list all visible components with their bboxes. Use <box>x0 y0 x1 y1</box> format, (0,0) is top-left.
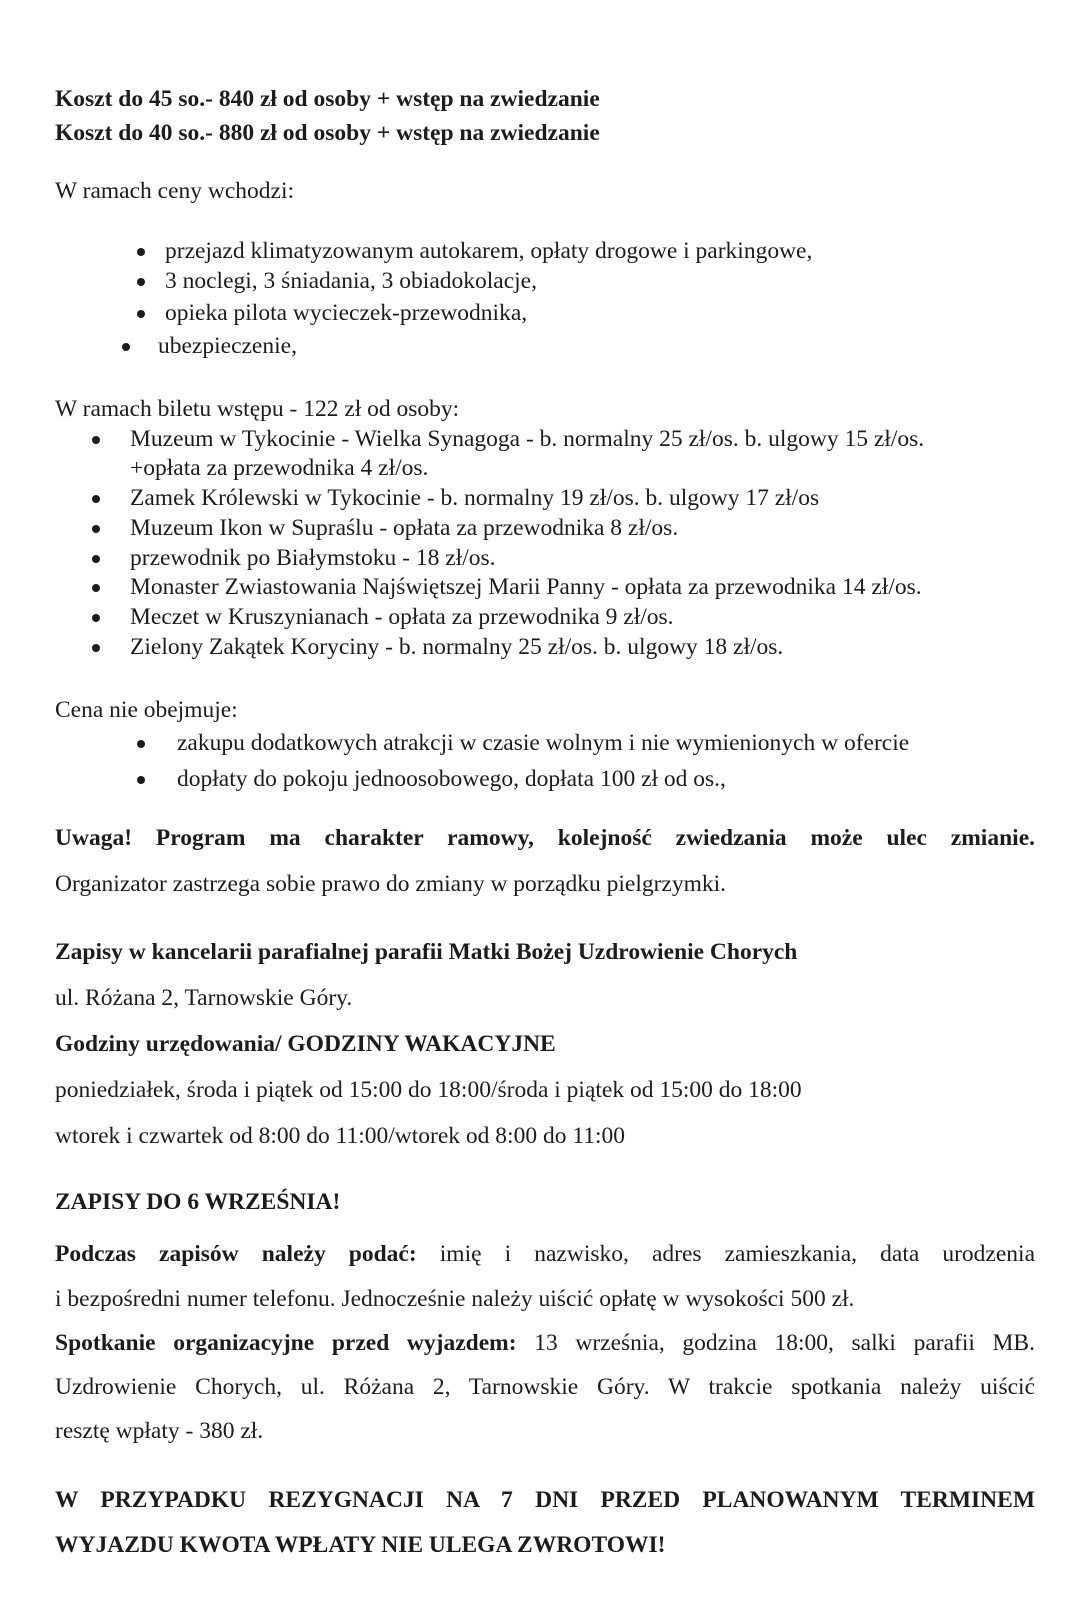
included-item: opieka pilota wycieczek-przewodnika, <box>165 300 528 326</box>
meeting-line <box>55 1328 1035 1358</box>
hours-line: wtorek i czwartek od 8:00 do 11:00/wtorek od 8:00 do 11:00 <box>55 1123 625 1149</box>
meeting-text-cont: Uzdrowienie Chorych, ul. Różana 2, Tarnowskie Góry. W trakcie spotkania należy uiścić <box>55 1374 1035 1400</box>
ticket-item: Monaster Zwiastowania Najświętszej Marii Panny - opłata za przewodnika 14 zł/os. <box>130 574 922 600</box>
registration-place: Zapisy w kancelarii parafialnej parafii Matki Bożej Uzdrowienie Chorych <box>55 939 798 965</box>
included-item: ubezpieczenie, <box>158 333 297 359</box>
provide-text: imię i nazwisko, adres zamieszkania, data urodzenia <box>439 1241 1036 1267</box>
registration-deadline: ZAPISY DO 6 WRZEŚNIA! <box>55 1189 341 1215</box>
provide-text-cont: i bezpośredni numer telefonu. Jednocześnie należy uiścić opłatę w wysokości 500 zł. <box>55 1286 855 1312</box>
bullet-icon <box>92 555 100 563</box>
ticket-item-continuation: +opłata za przewodnika 4 zł/os. <box>130 455 429 481</box>
bullet-icon <box>137 278 145 286</box>
provide-label: Podczas zapisów należy podać: <box>55 1241 417 1267</box>
bullet-icon <box>92 614 100 622</box>
cost-line-45: Koszt do 45 so.- 840 zł od osoby + wstęp na zwiedzanie <box>55 86 600 112</box>
bullet-icon <box>122 343 130 351</box>
cost-line-40: Koszt do 40 so.- 880 zł od osoby + wstęp na zwiedzanie <box>55 120 600 146</box>
provide-line <box>55 1239 1035 1269</box>
bullet-icon <box>92 525 100 533</box>
hours-line: poniedziałek, środa i piątek od 15:00 do 18:00/środa i piątek od 15:00 do 18:00 <box>55 1077 802 1103</box>
bullet-icon <box>92 436 100 444</box>
bullet-icon <box>137 310 145 318</box>
bullet-icon <box>92 495 100 503</box>
ticket-heading: W ramach biletu wstępu - 122 zł od osoby: <box>55 396 460 422</box>
note-bold: Uwaga! Program ma charakter ramowy, kolejność zwiedzania może ulec zmianie. <box>55 825 1035 851</box>
meeting-text-cont: resztę wpłaty - 380 zł. <box>55 1418 264 1444</box>
meeting-label: Spotkanie organizacyjne przed wyjazdem: <box>55 1330 517 1356</box>
included-heading: W ramach ceny wchodzi: <box>55 178 295 204</box>
bullet-icon <box>92 584 100 592</box>
included-item: przejazd klimatyzowanym autokarem, opłaty drogowe i parkingowe, <box>165 238 813 264</box>
warning-line: W PRZYPADKU REZYGNACJI NA 7 DNI PRZED PLANOWANYM TERMINEM <box>55 1487 1035 1513</box>
excluded-item: zakupu dodatkowych atrakcji w czasie wolnym i nie wymienionych w ofercie <box>177 730 910 756</box>
bullet-icon <box>137 776 145 784</box>
meeting-text: 13 września, godzina 18:00, salki parafii MB. <box>534 1330 1035 1356</box>
excluded-item: dopłaty do pokoju jednoosobowego, dopłata 100 zł od os., <box>177 766 726 792</box>
hours-heading: Godziny urzędowania/ GODZINY WAKACYJNE <box>55 1031 556 1057</box>
ticket-item: Muzeum Ikon w Supraślu - opłata za przewodnika 8 zł/os. <box>130 515 679 541</box>
excluded-heading: Cena nie obejmuje: <box>55 697 238 723</box>
ticket-item: Meczet w Kruszynianach - opłata za przewodnika 9 zł/os. <box>130 604 674 630</box>
included-item: 3 noclegi, 3 śniadania, 3 obiadokolacje, <box>165 268 537 294</box>
bullet-icon <box>92 644 100 652</box>
ticket-item: Zielony Zakątek Koryciny - b. normalny 25 zł/os. b. ulgowy 18 zł/os. <box>130 634 784 660</box>
ticket-item: Zamek Królewski w Tykocinie - b. normalny 19 zł/os. b. ulgowy 17 zł/os <box>130 485 820 511</box>
ticket-item: Muzeum w Tykocinie - Wielka Synagoga - b. normalny 25 zł/os. b. ulgowy 15 zł/os. <box>130 426 925 452</box>
warning-line: WYJAZDU KWOTA WPŁATY NIE ULEGA ZWROTOWI! <box>55 1532 666 1558</box>
bullet-icon <box>137 248 145 256</box>
note-text: Organizator zastrzega sobie prawo do zmiany w porządku pielgrzymki. <box>55 871 727 897</box>
ticket-item: przewodnik po Białymstoku - 18 zł/os. <box>130 545 496 571</box>
registration-address: ul. Różana 2, Tarnowskie Góry. <box>55 985 353 1011</box>
bullet-icon <box>137 740 145 748</box>
